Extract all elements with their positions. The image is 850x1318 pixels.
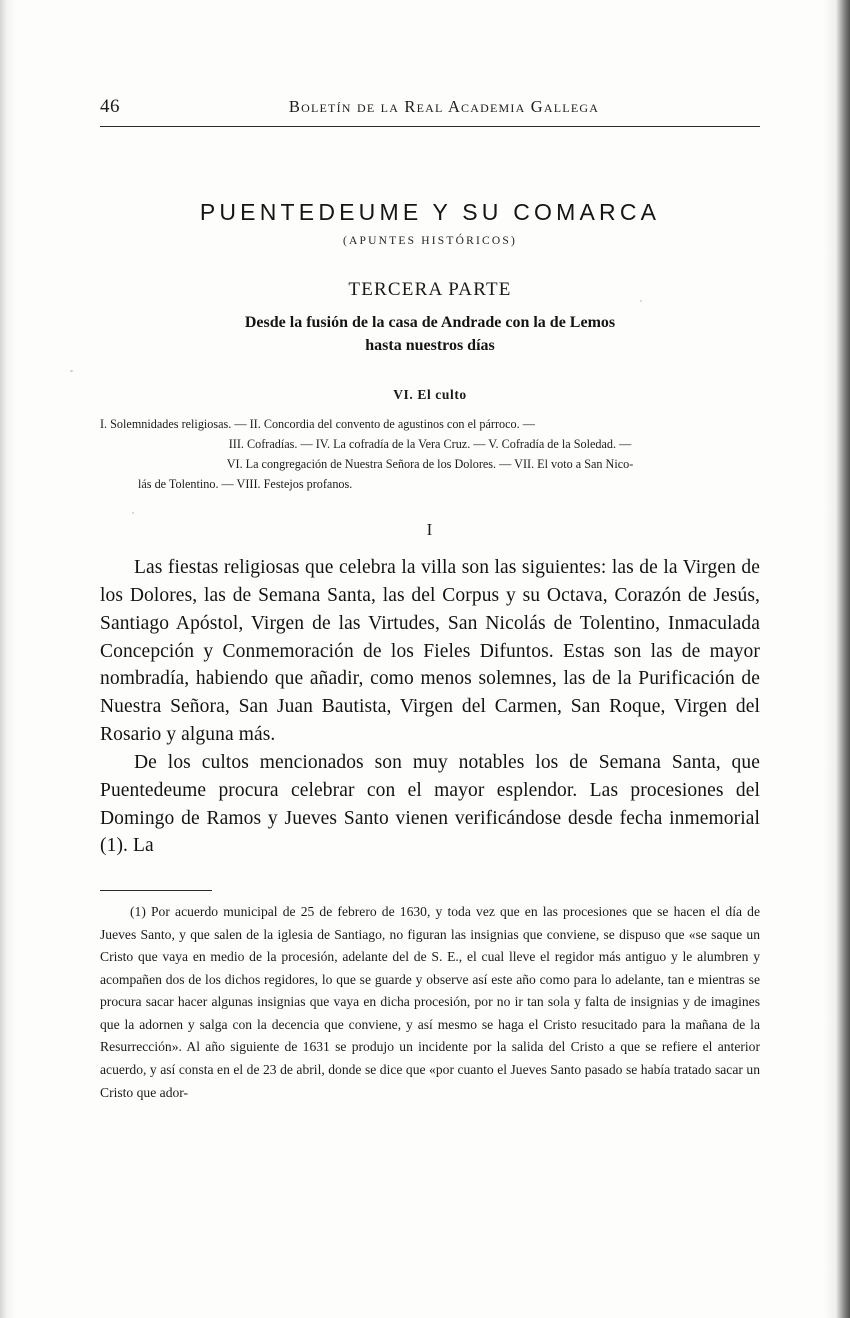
summary-line: III. Cofradías. — IV. La cofradía de la Vera Cruz. — V. Cofradía de la Soledad. —: [228, 437, 632, 452]
header-rule: [100, 126, 760, 127]
body-text: [100, 554, 760, 860]
footnote-block: [100, 901, 760, 1104]
journal-title: Boletín de la Real Academia Gallega: [288, 97, 600, 116]
article-title: PUENTEDEUME Y SU COMARCA: [199, 199, 661, 225]
footnote-text: (1) Por acuerdo municipal de 25 de febrero de 1630, y toda vez que en las procesiones que se hacen el día de Jueves Santo, y que salen de la iglesia de Santiago, no figuran las insignias que conviene, se dispuso que «se saque un Cristo que vaya en medio de la procesión, adelante del de S. E., el cual lleve el regidor más antiguo y le alumbren y acompañen dos de los dichos regidores, lo que se guarde y observe así este año como para lo adelante, tan e mientras se procura sacar hacer algunas insignias que vaya en dicha procesión, por no ir tan sola y falta de insignias y de imagines que la adornen y salga con la decencia que conviene, y así mesmo se haga el Cristo resucitado para la mañana de la Resurrección». Al año siguiente de 1631 se produjo un incidente por la salida del Cristo a que se refiere el anterior acuerdo, y así consta en el de 23 de abril, donde se dice que «por cuanto el Jueves Santo pasado se había tratado sacar un Cristo que ador-: [100, 904, 760, 1100]
part-description-line-2: hasta nuestros días: [365, 337, 495, 355]
page-number: 46: [100, 96, 120, 117]
chapter-numeral: I: [426, 520, 434, 540]
running-head: [100, 96, 760, 124]
part-description: [100, 311, 760, 357]
section-heading: VI. El culto: [393, 387, 467, 403]
summary-line: VI. La congregación de Nuestra Señora de los Dolores. — VII. El voto a San Nico-: [226, 456, 634, 471]
scan-speckle: [70, 370, 73, 372]
section-summary: [100, 415, 760, 494]
part-description-line-1: Desde la fusión de la casa de Andrade con la de Lemos: [244, 314, 616, 331]
page-content: [100, 96, 760, 1104]
summary-line: lás de Tolentino. — VIII. Festejos profanos.: [138, 476, 353, 491]
part-label: TERCERA PARTE: [348, 279, 512, 300]
footnote-rule: [100, 890, 212, 891]
article-subtitle: (APUNTES HISTÓRICOS): [342, 235, 518, 247]
summary-line: I. Solemnidades religiosas. — II. Concordia del convento de agustinos con el párroco. —: [100, 417, 535, 432]
paragraph: Las fiestas religiosas que celebra la villa son las siguientes: las de la Virgen de los Dolores, las de Semana Santa, las del Corpus y su Octava, Corazón de Jesús, Santiago Apóstol, Virgen de las Virtudes, San Nicolás de Tolentino, Inmaculada Concepción y Conmemoración de los Fieles Difuntos. Estas son las de mayor nombradía, habiendo que añadir, como menos solemnes, las de la Purificación de Nuestra Señora, San Juan Bautista, Virgen del Carmen, San Roque, Virgen del Rosario y alguna más.: [100, 557, 760, 745]
page-right-edge-shadow: [824, 0, 850, 1318]
paragraph: De los cultos mencionados son muy notables los de Semana Santa, que Puentedeume procura celebrar con el mayor esplendor. Las procesiones del Domingo de Ramos y Jueves Santo vienen verificándose desde fecha inmemorial (1). La: [100, 752, 760, 857]
page-left-edge-shadow: [0, 0, 16, 1318]
